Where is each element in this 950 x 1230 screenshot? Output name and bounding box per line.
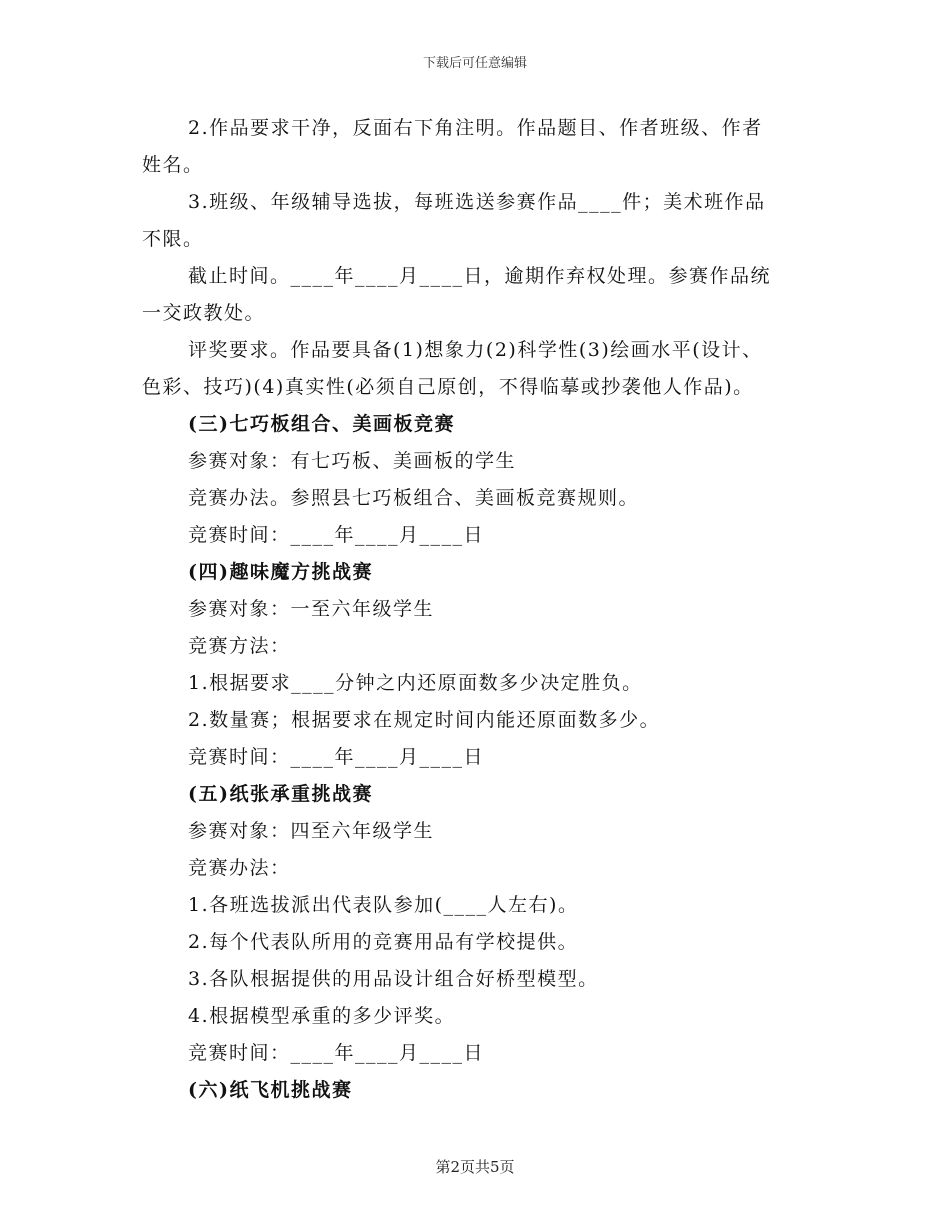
paragraph-line: 竞赛办法： — [188, 857, 291, 879]
paragraph-line: 2.作品要求干净，反面右下角注明。作品题目、作者班级、作者 — [188, 117, 763, 139]
paragraph-line: 1.根据要求____分钟之内还原面数多少决定胜负。 — [188, 672, 643, 694]
paragraph-line: 参赛对象：四至六年级学生 — [188, 820, 435, 842]
paragraph-line: 2.数量赛；根据要求在规定时间内能还原面数多少。 — [188, 709, 661, 731]
paragraph-line: 参赛对象：有七巧板、美画板的学生 — [188, 450, 517, 472]
section-heading: (五)纸张承重挑战赛 — [188, 783, 373, 805]
section-heading: (四)趣味魔方挑战赛 — [188, 561, 373, 583]
paragraph-line: 姓名。 — [142, 154, 204, 176]
section-heading: (六)纸飞机挑战赛 — [188, 1079, 353, 1101]
paragraph-line: 4.根据模型承重的多少评奖。 — [188, 1005, 456, 1027]
paragraph-line: 3.班级、年级辅导选拔，每班选送参赛作品____件；美术班作品 — [188, 191, 766, 213]
page-number: 第2页共5页 — [435, 1158, 515, 1176]
paragraph-line: 参赛对象：一至六年级学生 — [188, 598, 435, 620]
paragraph-line: 色彩、技巧)(4)真实性(必须自己原创，不得临摹或抄袭他人作品)。 — [142, 376, 754, 398]
page-header: 下载后可任意编辑 — [422, 56, 527, 71]
section-heading: (三)七巧板组合、美画板竞赛 — [188, 413, 455, 435]
paragraph-line: 不限。 — [142, 228, 204, 250]
paragraph-line: 竞赛时间：____年____月____日 — [188, 524, 485, 546]
paragraph-line: 截止时间。____年____月____日，逾期作弃权处理。参赛作品统 — [188, 265, 772, 287]
paragraph-line: 一交政教处。 — [142, 302, 266, 324]
document-body — [142, 110, 807, 1109]
paragraph-line: 竞赛时间：____年____月____日 — [188, 746, 485, 768]
paragraph-line: 竞赛办法。参照县七巧板组合、美画板竞赛规则。 — [188, 487, 640, 509]
paragraph-line: 竞赛方法： — [188, 635, 291, 657]
paragraph-line: 评奖要求。作品要具备(1)想象力(2)科学性(3)绘画水平(设计、 — [188, 339, 763, 361]
paragraph-line: 3.各队根据提供的用品设计组合好桥型模型。 — [188, 968, 599, 990]
paragraph-line: 1.各班选拔派出代表队参加(____人左右)。 — [188, 894, 579, 916]
paragraph-line: 2.每个代表队所用的竞赛用品有学校提供。 — [188, 931, 579, 953]
paragraph-line: 竞赛时间：____年____月____日 — [188, 1042, 485, 1064]
